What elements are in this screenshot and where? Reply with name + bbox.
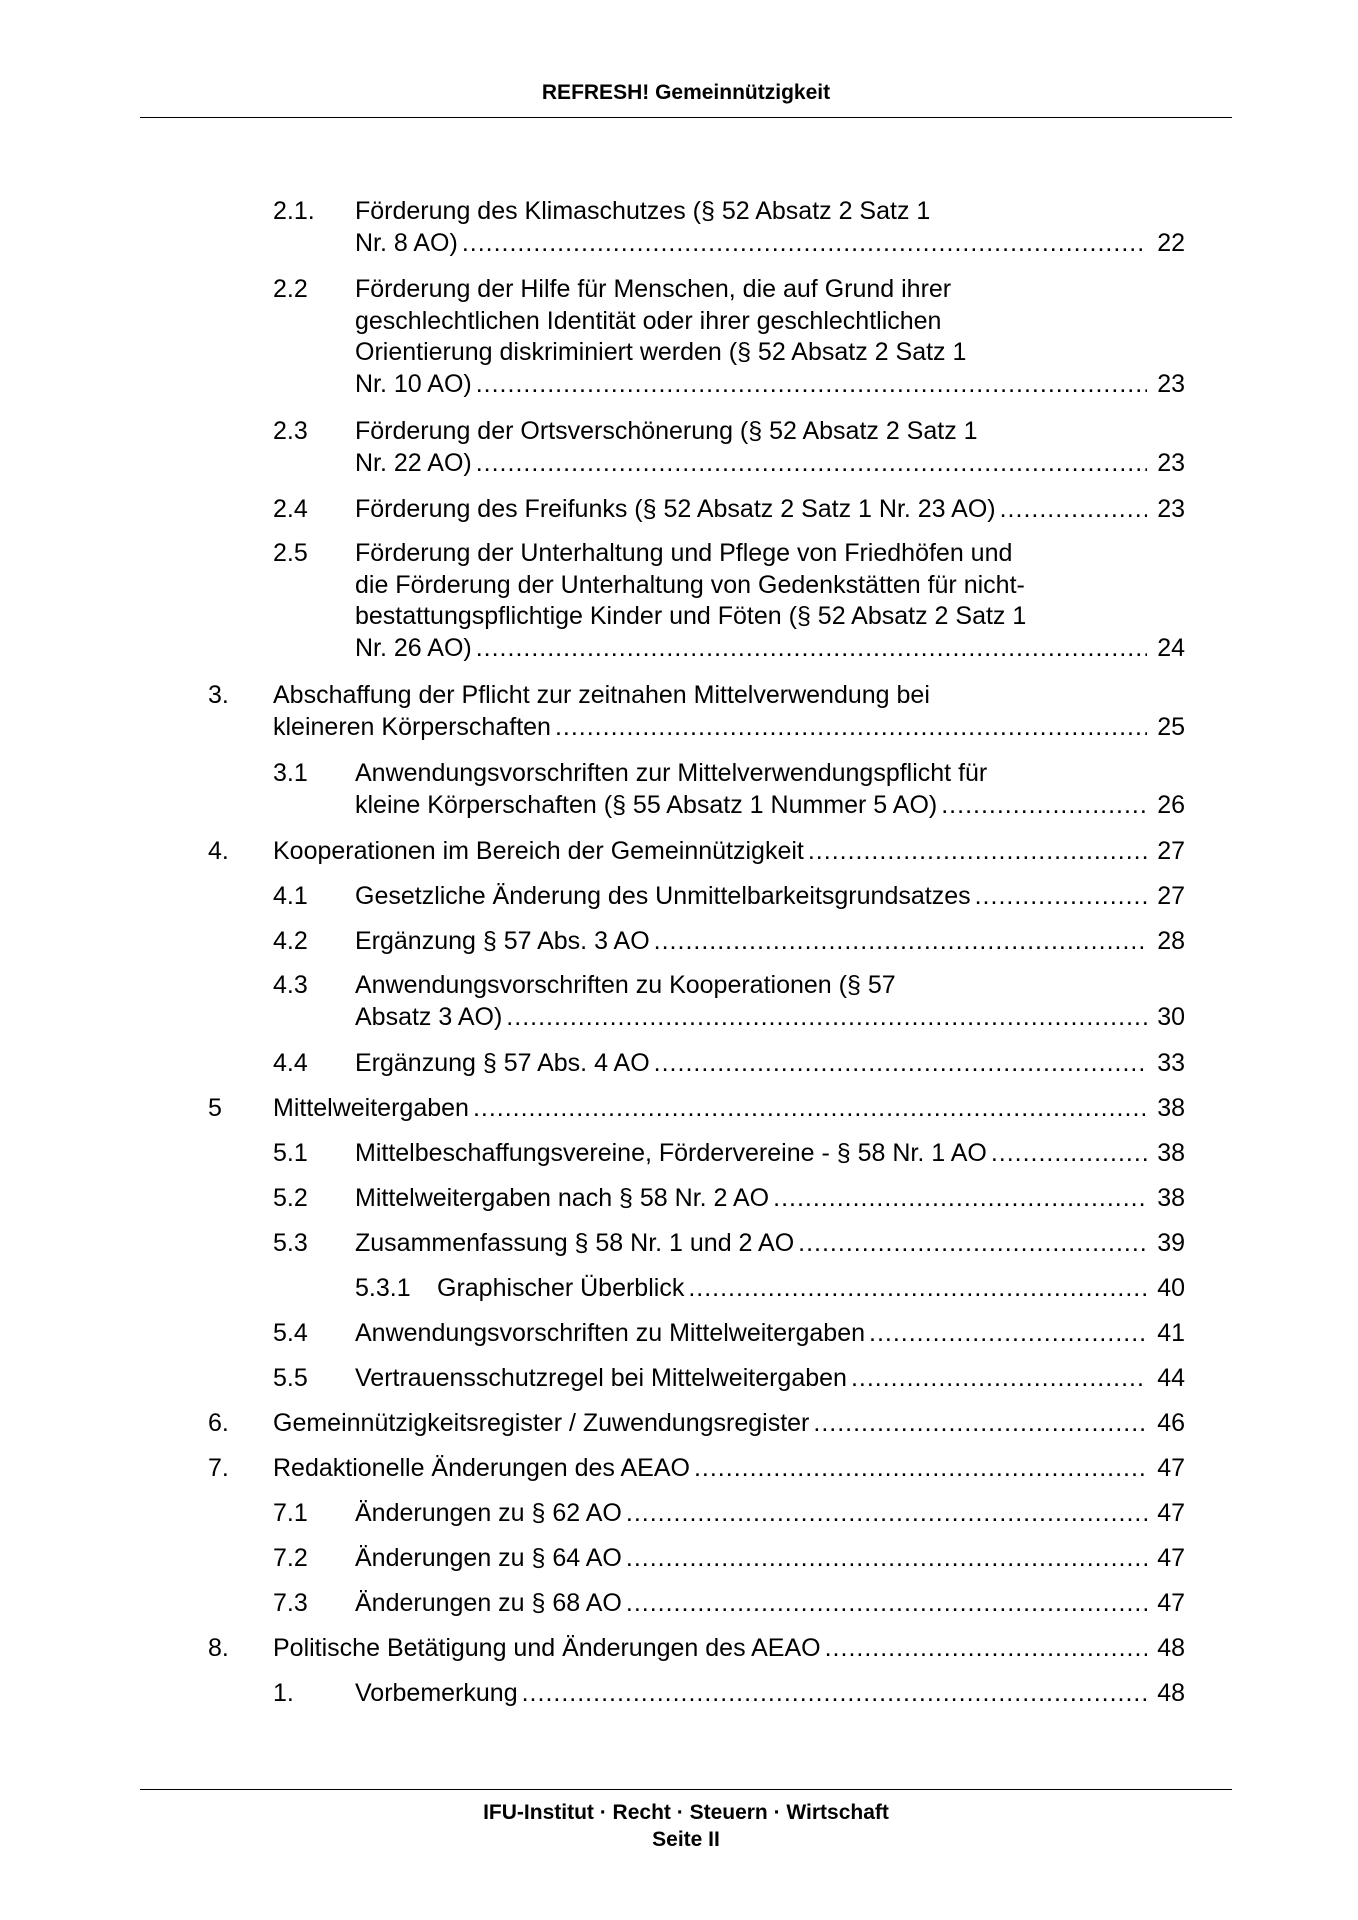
toc-entry-page: 38 bbox=[1157, 1184, 1185, 1212]
toc-entry-number: 7.2 bbox=[273, 1544, 308, 1572]
toc-entry-number: 2.5 bbox=[273, 539, 308, 567]
toc-entry-number: 4. bbox=[208, 837, 229, 865]
toc-entry-title: Vorbemerkung bbox=[355, 1679, 518, 1707]
toc-entry-title: Anwendungsvorschriften zu Mittelweitergaben bbox=[355, 1319, 865, 1347]
toc-entry-page: 38 bbox=[1157, 1139, 1185, 1167]
toc-entry-page: 47 bbox=[1157, 1589, 1185, 1617]
toc-entry[interactable] bbox=[0, 881, 1358, 913]
toc-entry[interactable] bbox=[0, 1228, 1358, 1260]
toc-entry[interactable] bbox=[0, 1543, 1358, 1575]
toc-entry-page: 23 bbox=[1157, 448, 1185, 477]
toc-entry-number: 5.3.1 bbox=[355, 1274, 411, 1302]
toc-entry[interactable] bbox=[0, 416, 1358, 479]
toc-entry-title: Förderung des Freifunks (§ 52 Absatz 2 Satz 1 Nr. 23 AO) bbox=[355, 495, 996, 523]
toc-entry[interactable] bbox=[0, 1408, 1358, 1440]
toc-entry-number: 2.1. bbox=[273, 197, 315, 225]
dot-leader bbox=[555, 712, 1147, 744]
toc-entry-title-line: Anwendungsvorschriften zur Mittelverwendungspflicht für bbox=[355, 759, 988, 787]
toc-entry-page: 33 bbox=[1157, 1049, 1185, 1077]
toc-entry-page: 39 bbox=[1157, 1229, 1185, 1257]
toc-entry-title-line: Anwendungsvorschriften zu Kooperationen (§ 57 bbox=[355, 971, 896, 999]
toc-entry[interactable] bbox=[0, 1048, 1358, 1080]
toc-entry-title: Zusammenfassung § 58 Nr. 1 und 2 AO bbox=[355, 1229, 795, 1257]
toc-entry-number: 5.2 bbox=[273, 1184, 308, 1212]
toc-entry-page: 44 bbox=[1157, 1364, 1185, 1392]
toc-entry-title-line: Förderung der Unterhaltung und Pflege von Friedhöfen und bbox=[355, 539, 1013, 567]
toc-entry-page: 27 bbox=[1157, 882, 1185, 910]
toc-entry-number: 6. bbox=[208, 1409, 229, 1437]
dot-leader bbox=[476, 448, 1147, 480]
toc-entry-title: Mittelweitergaben bbox=[273, 1094, 469, 1122]
toc-entry-title-line: bestattungspflichtige Kinder und Föten (§ 52 Absatz 2 Satz 1 bbox=[355, 602, 1027, 630]
toc-entry-title: Ergänzung § 57 Abs. 3 AO bbox=[355, 927, 650, 955]
toc-entry-title: Vertrauensschutzregel bei Mittelweitergaben bbox=[355, 1364, 847, 1392]
dot-leader bbox=[522, 1678, 1147, 1710]
toc-entry[interactable] bbox=[0, 758, 1358, 821]
toc-entry[interactable] bbox=[0, 970, 1358, 1033]
toc-entry-number: 3.1 bbox=[273, 759, 308, 787]
toc-entry[interactable] bbox=[0, 926, 1358, 958]
toc-entry-page: 47 bbox=[1157, 1544, 1185, 1572]
toc-entry-title: kleineren Körperschaften bbox=[273, 712, 551, 741]
toc-entry-page: 48 bbox=[1157, 1679, 1185, 1707]
footer-page-number: Seite II bbox=[652, 1828, 720, 1851]
toc-entry-number: 5.5 bbox=[273, 1364, 308, 1392]
toc-entry-title: Gemeinnützigkeitsregister / Zuwendungsregister bbox=[273, 1409, 810, 1437]
toc-entry-page: 27 bbox=[1157, 837, 1185, 865]
toc-entry-page: 24 bbox=[1157, 633, 1185, 662]
toc-entry-title: Nr. 22 AO) bbox=[355, 448, 472, 477]
toc-entry-number: 5 bbox=[208, 1094, 222, 1122]
toc-entry-number: 7.3 bbox=[273, 1589, 308, 1617]
toc-entry-number: 4.2 bbox=[273, 927, 308, 955]
toc-entry-number: 5.4 bbox=[273, 1319, 308, 1347]
toc-entry-number: 4.3 bbox=[273, 971, 308, 999]
toc-entry-page: 22 bbox=[1157, 228, 1185, 257]
toc-entry-page: 47 bbox=[1157, 1499, 1185, 1527]
toc-entry-number: 2.3 bbox=[273, 417, 308, 445]
toc-entry-number: 1. bbox=[273, 1679, 294, 1707]
toc-entry-number: 2.2 bbox=[273, 275, 308, 303]
toc-entry-number: 4.4 bbox=[273, 1049, 308, 1077]
toc-entry-title: Gesetzliche Änderung des Unmittelbarkeitsgrundsatzes bbox=[355, 882, 971, 910]
toc-entry-page: 26 bbox=[1157, 790, 1185, 819]
toc-entry[interactable] bbox=[0, 1633, 1358, 1665]
toc-entry[interactable] bbox=[0, 538, 1358, 664]
dot-leader bbox=[941, 790, 1147, 822]
dot-leader bbox=[654, 1048, 1147, 1080]
toc-entry[interactable] bbox=[0, 494, 1358, 526]
toc-entry[interactable] bbox=[0, 1453, 1358, 1485]
toc-entry[interactable] bbox=[0, 1678, 1358, 1710]
toc-entry-number: 7. bbox=[208, 1454, 229, 1482]
page-header: REFRESH! Gemeinnützigkeit bbox=[541, 81, 831, 104]
dot-leader bbox=[808, 836, 1147, 868]
toc-entry[interactable] bbox=[0, 1183, 1358, 1215]
toc-entry-title: Mittelweitergaben nach § 58 Nr. 2 AO bbox=[355, 1184, 770, 1212]
toc-entry-title: Graphischer Überblick bbox=[437, 1274, 685, 1302]
dot-leader bbox=[869, 1318, 1147, 1350]
dot-leader bbox=[473, 1093, 1147, 1125]
toc-entry-page: 28 bbox=[1157, 927, 1185, 955]
dot-leader bbox=[626, 1543, 1147, 1575]
toc-entry-page: 23 bbox=[1157, 495, 1185, 523]
toc-entry[interactable] bbox=[0, 1138, 1358, 1170]
toc-entry[interactable] bbox=[0, 836, 1358, 868]
dot-leader bbox=[694, 1453, 1147, 1485]
toc-entry-page: 48 bbox=[1157, 1634, 1185, 1662]
toc-entry-page: 38 bbox=[1157, 1094, 1185, 1122]
dot-leader bbox=[851, 1363, 1147, 1395]
footer-divider bbox=[140, 1789, 1232, 1790]
toc-entry-title: Absatz 3 AO) bbox=[355, 1002, 503, 1031]
footer-institute: IFU-Institut · Recht · Steuern · Wirtschaft bbox=[483, 1801, 889, 1824]
dot-leader bbox=[825, 1633, 1147, 1665]
toc-entry-title: Politische Betätigung und Änderungen des AEAO bbox=[273, 1634, 821, 1662]
toc-entry-title: Änderungen zu § 64 AO bbox=[355, 1544, 622, 1572]
dot-leader bbox=[506, 1002, 1147, 1034]
toc-entry-page: 25 bbox=[1157, 712, 1185, 741]
toc-entry[interactable] bbox=[0, 1318, 1358, 1350]
toc-entry-number: 5.1 bbox=[273, 1139, 308, 1167]
toc-entry-title: kleine Körperschaften (§ 55 Absatz 1 Nummer 5 AO) bbox=[355, 790, 938, 819]
dot-leader bbox=[476, 369, 1147, 401]
dot-leader bbox=[1000, 494, 1147, 526]
dot-leader bbox=[688, 1273, 1147, 1305]
toc-entry-title: Ergänzung § 57 Abs. 4 AO bbox=[355, 1049, 650, 1077]
toc-entry-title: Nr. 26 AO) bbox=[355, 633, 472, 662]
toc-entry-page: 41 bbox=[1157, 1319, 1185, 1347]
toc-entry-page: 30 bbox=[1157, 1002, 1185, 1031]
toc-entry-title: Nr. 10 AO) bbox=[355, 369, 472, 398]
toc-entry[interactable] bbox=[0, 1273, 1358, 1305]
toc-entry-title-line: geschlechtlichen Identität oder ihrer geschlechtlichen bbox=[355, 306, 942, 335]
toc-entry[interactable] bbox=[0, 196, 1358, 259]
toc-entry-title: Änderungen zu § 68 AO bbox=[355, 1589, 622, 1617]
toc-entry-number: 2.4 bbox=[273, 495, 308, 523]
toc-entry-title-line: Förderung der Hilfe für Menschen, die auf Grund ihrer bbox=[355, 275, 952, 303]
toc-entry-title-line: Orientierung diskriminiert werden (§ 52 Absatz 2 Satz 1 bbox=[355, 338, 967, 366]
toc-entry[interactable] bbox=[0, 274, 1358, 400]
dot-leader bbox=[626, 1588, 1147, 1620]
toc-entry-title: Mittelbeschaffungsvereine, Fördervereine - § 58 Nr. 1 AO bbox=[355, 1139, 987, 1167]
dot-leader bbox=[813, 1408, 1147, 1440]
toc-entry-number: 8. bbox=[208, 1634, 229, 1662]
toc-entry-page: 40 bbox=[1157, 1274, 1185, 1302]
toc-entry-title: Änderungen zu § 62 AO bbox=[355, 1499, 622, 1527]
toc-entry-page: 46 bbox=[1157, 1409, 1185, 1437]
dot-leader bbox=[975, 881, 1147, 913]
toc-entry-title-line: Förderung der Ortsverschönerung (§ 52 Absatz 2 Satz 1 bbox=[355, 417, 978, 445]
toc-entry-number: 7.1 bbox=[273, 1499, 308, 1527]
toc-entry-number: 3. bbox=[208, 681, 229, 709]
toc-entry[interactable] bbox=[0, 1363, 1358, 1395]
toc-entry-page: 47 bbox=[1157, 1454, 1185, 1482]
toc-entry-title-line: die Förderung der Unterhaltung von Gedenkstätten für nicht- bbox=[355, 570, 1025, 599]
toc-entry-number: 5.3 bbox=[273, 1229, 308, 1257]
toc-entry-title: Kooperationen im Bereich der Gemeinnützigkeit bbox=[273, 837, 804, 865]
dot-leader bbox=[462, 228, 1147, 260]
dot-leader bbox=[476, 633, 1147, 665]
toc-entry-page: 23 bbox=[1157, 369, 1185, 398]
toc-entry-title: Redaktionelle Änderungen des AEAO bbox=[273, 1454, 690, 1482]
toc-entry-number: 4.1 bbox=[273, 882, 308, 910]
toc-entry-title-line: Abschaffung der Pflicht zur zeitnahen Mittelverwendung bei bbox=[273, 681, 930, 709]
dot-leader bbox=[773, 1183, 1147, 1215]
toc-entry-title: Nr. 8 AO) bbox=[355, 228, 458, 257]
toc-entry[interactable] bbox=[0, 1093, 1358, 1125]
dot-leader bbox=[798, 1228, 1147, 1260]
toc-entry[interactable] bbox=[0, 1588, 1358, 1620]
dot-leader bbox=[654, 926, 1147, 958]
dot-leader bbox=[991, 1138, 1147, 1170]
toc-entry[interactable] bbox=[0, 1498, 1358, 1530]
dot-leader bbox=[626, 1498, 1147, 1530]
toc-entry-title-line: Förderung des Klimaschutzes (§ 52 Absatz 2 Satz 1 bbox=[355, 197, 931, 225]
toc-entry[interactable] bbox=[0, 680, 1358, 743]
